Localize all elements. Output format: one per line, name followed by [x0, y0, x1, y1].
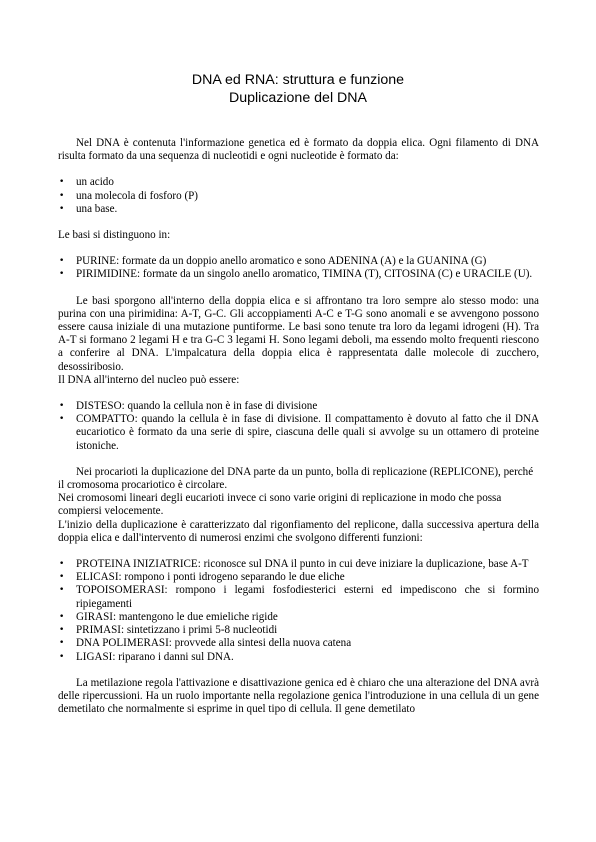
paragraph-bases: Le basi si distinguono in:	[58, 229, 171, 242]
title-line-1: DNA ed RNA: struttura e funzione	[191, 72, 405, 88]
paragraph-intro: Nel DNA è contenuta l'informazione genetica ed è formato da doppia elica. Ogni filamento di DNA risulta formato da una sequenza di nucleotidi e ogni nucleotide è formato da:	[58, 137, 539, 163]
list-item: • ELICASI: rompono i ponti idrogeno separando le due eliche	[58, 571, 539, 584]
list-item: • GIRASI: mantengono le due emieliche rigide	[58, 611, 539, 624]
list-item: • DISTESO: quando la cellula non è in fase di divisione	[58, 400, 539, 413]
paragraph-nucleus: Il DNA all'interno del nucleo può essere:	[58, 373, 240, 386]
list-item: • DNA POLIMERASI: provvede alla sintesi della nuova catena	[58, 637, 539, 650]
list-item: • PURINE: formate da un doppio anello aromatico e sono ADENINA (A) e la GUANINA (G)	[58, 255, 539, 268]
list-item: • LIGASI: riparano i danni sul DNA.	[58, 651, 539, 664]
paragraph-eukaryotes: Nei cromosomi lineari degli eucarioti invece ci sono varie origini di replicazione in modo che possa compiersi velocemente.	[58, 492, 502, 518]
nucleotide-components-list	[58, 176, 539, 216]
paragraph-pairing: Le basi sporgono all'interno della doppia elica e si affrontano tra loro sempre alo stesso modo: una purina con una pirimidina: A-T, G-C. Gli accoppiamenti A-C e T-G sono anomali e se avvengono possono essere causa iniziale di una mutazione puntiforme. Le basi sono tenute tra loro da legami idrogeni (H). Tra A-T si formano 2 legami H e tra G-C 3 legami H. Sono legami deboli, ma essendo molto frequenti riescono a conferire al DNA. L'impalcatura della doppia elica è rappresentata dalle molecole di zucchero, desossiribosio.	[58, 294, 539, 373]
list-item: • una molecola di fosforo (P)	[58, 190, 539, 203]
list-item: • PIRIMIDINE: formate da un singolo anello aromatico, TIMINA (T), CITOSINA (C) e URACILE (U).	[58, 268, 539, 281]
list-item: • COMPATTO: quando la cellula è in fase di divisione. Il compattamento è dovuto al fatto che il DNA eucariotico è formato da una serie di spire, ciascuna delle quali si avvolge su un ottamero di proteine istoniche.	[58, 413, 539, 453]
list-item: • una base.	[58, 203, 539, 216]
list-item: • PRIMASI: sintetizzano i primi 5-8 nucleotidi	[58, 624, 539, 637]
enzymes-list	[58, 558, 539, 664]
paragraph-replication-start: L'inizio della duplicazione è caratterizzato dal rigonfiamento del replicone, dalla successiva apertura della doppia elica e dall'intervento di numerosi enzimi che svolgono differenti funzioni:	[58, 518, 539, 544]
list-item: • un acido	[58, 176, 539, 189]
list-item: • TOPOISOMERASI: rompono i legami fosfodiesterici esterni ed impediscono che si formino ripiegamenti	[58, 584, 539, 610]
page-title	[0, 72, 596, 107]
bases-list	[58, 255, 539, 281]
document-body	[58, 137, 539, 716]
title-line-2: Duplicazione del DNA	[228, 89, 367, 106]
paragraph-methylation: La metilazione regola l'attivazione e disattivazione genica ed è chiaro che una alterazione del DNA avrà delle ripercussioni. Ha un ruolo importante nella regolazione genica l'introduzione in una cellula di un gene demetilato che normalmente si esprime in quel tipo di cellula. Il gene demetilato	[58, 676, 539, 716]
dna-state-list	[58, 400, 539, 453]
paragraph-prokaryotes: Nei procarioti la duplicazione del DNA parte da un punto, bolla di replicazione (REPLICONE), perché il cromosoma procariotico è circolare.	[58, 465, 534, 492]
list-item: • PROTEINA INIZIATRICE: riconosce sul DNA il punto in cui deve iniziare la duplicazione, base A-T	[58, 558, 539, 571]
